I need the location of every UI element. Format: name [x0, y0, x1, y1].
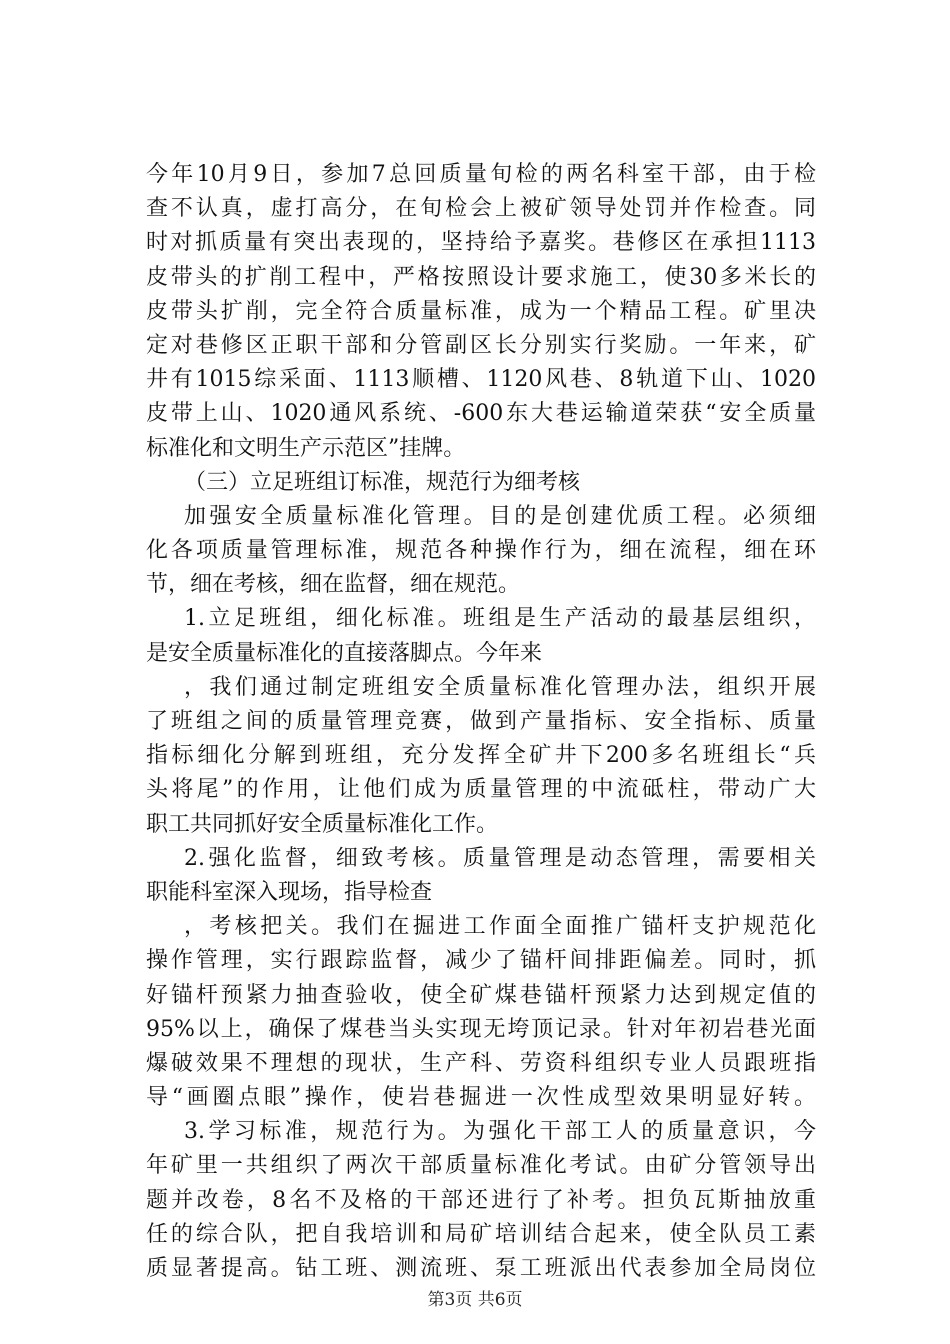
text-line: 题并改卷，8名不及格的干部还进行了补考。担负瓦斯抽放重 — [146, 1187, 816, 1213]
text-line: 时对抓质量有突出表现的，坚持给予嘉奖。巷修区在承担1113 — [146, 230, 816, 256]
text-line: 今年10月9日，参加7总回质量旬检的两名科室干部，由于检 — [146, 162, 816, 187]
text-line: 爆破效果不理想的现状，生产科、劳资科组织专业人员跟班指 — [146, 1050, 816, 1076]
text-line: 指标细化分解到班组，充分发挥全矿井下200多名班组长“兵 — [146, 743, 816, 769]
text-line: 好锚杆预紧力抽查验收，使全矿煤巷锚杆预紧力达到规定值的 — [146, 982, 816, 1008]
document-body — [146, 158, 816, 1286]
text-line: 是安全质量标准化的直接落脚点。今年来 — [146, 640, 543, 666]
text-line: 操作管理，实行跟踪监督，减少了锚杆间排距偏差。同时，抓 — [146, 948, 816, 974]
text-line: 皮带上山、1020通风系统、-600东大巷运输道荣获“安全质量 — [146, 401, 816, 427]
text-line: 皮带头的扩削工程中，严格按照设计要求施工，使30多米长的 — [146, 264, 816, 290]
text-line: （三）立足班组订标准，规范行为细考核 — [184, 469, 581, 495]
text-line: 加强安全质量标准化管理。目的是创建优质工程。必须细 — [184, 503, 816, 529]
text-line: 标准化和文明生产示范区”挂牌。 — [146, 435, 466, 461]
text-line: 任的综合队，把自我培训和局矿培训结合起来，使全队员工素 — [146, 1221, 816, 1247]
text-line: 皮带头扩削，完全符合质量标准，成为一个精品工程。矿里决 — [146, 298, 816, 324]
page-footer: 第3页 共6页 — [427, 1290, 523, 1310]
text-line: 化各项质量管理标准，规范各种操作行为，细在流程，细在环 — [146, 538, 816, 564]
text-line: 查不认真，虚打高分，在旬检会上被矿领导处罚并作检查。同 — [146, 196, 816, 222]
text-line: 质显著提高。钻工班、测流班、泵工班派出代表参加全局岗位 — [146, 1256, 816, 1281]
text-line: 95%以上，确保了煤巷当头实现无垮顶记录。针对年初岩巷光面 — [146, 1016, 816, 1042]
text-line: 导“画圈点眼”操作，使岩巷掘进一次性成型效果明显好转。 — [146, 1085, 816, 1111]
text-line: 2.强化监督，细致考核。质量管理是动态管理，需要相关 — [184, 845, 816, 871]
text-line: ，考核把关。我们在掘进工作面全面推广锚杆支护规范化 — [184, 914, 816, 940]
text-line: 节，细在考核，细在监督，细在规范。 — [146, 572, 521, 598]
text-line: 年矿里一共组织了两次干部质量标准化考试。由矿分管领导出 — [146, 1153, 816, 1179]
text-line: 1.立足班组，细化标准。班组是生产活动的最基层组织， — [184, 606, 816, 632]
text-line: 职工共同抓好安全质量标准化工作。 — [146, 811, 499, 837]
text-line: 定对巷修区正职干部和分管副区长分别实行奖励。一年来，矿 — [146, 332, 816, 358]
text-line: 井有1015综采面、1113顺槽、1120风巷、8轨道下山、1020 — [146, 367, 816, 393]
text-line: 3.学习标准，规范行为。为强化干部工人的质量意识，今 — [184, 1119, 816, 1145]
text-line: 了班组之间的质量管理竞赛，做到产量指标、安全指标、质量 — [146, 709, 816, 734]
text-line: 头将尾”的作用，让他们成为质量管理的中流砥柱，带动广大 — [146, 777, 816, 803]
text-line: ，我们通过制定班组安全质量标准化管理办法，组织开展 — [184, 674, 816, 700]
text-line: 职能科室深入现场，指导检查 — [146, 879, 433, 905]
